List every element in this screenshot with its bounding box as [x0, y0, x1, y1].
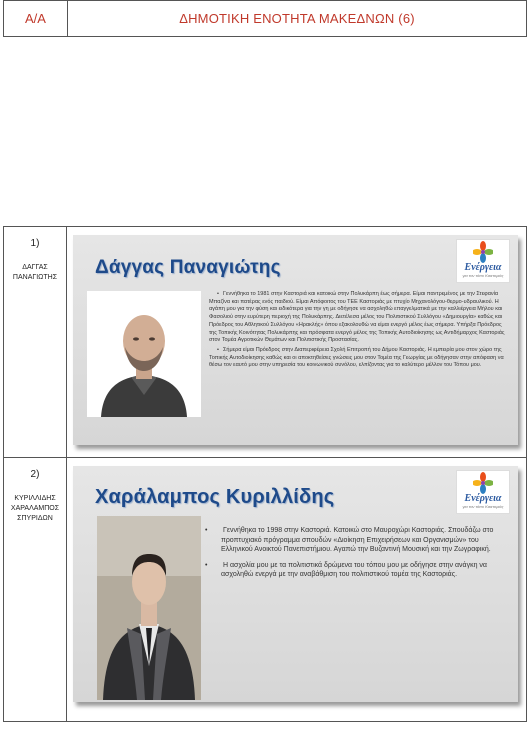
bio-paragraph: • Σήμερα είμαι Πρόεδρος στην Διαπεριφέρεια Σχολή Επιτροπή του Δήμου Καστοριάς. Η εμπειρία μου στον χώρο της Τοπικής Αυτοδιοίκησης καθώς και οι αποκτηθείσες γνώσεις μου στον Τομέα της Γεωργίας με οδήγησαν στην απόφαση να θέσω τον εαυτό μου στην υπηρεσία του κοινωνικού συνόλου, ελπίζοντας για το καλύτερο μέλλον του Τόπου μου.	[209, 346, 504, 369]
candidate-bio	[209, 291, 507, 372]
candidate-card-cell	[67, 227, 526, 457]
energeia-logo	[456, 470, 510, 514]
logo-text: Ενέργεια	[464, 262, 502, 273]
logo-slogan: για τον τόπο Καστοριάς	[462, 504, 504, 509]
candidate-bio	[205, 526, 503, 586]
candidate-card-cell	[67, 458, 526, 721]
candidate-photo	[97, 516, 201, 700]
candidates-table	[3, 226, 527, 722]
flower-icon	[473, 241, 493, 263]
table-row	[4, 227, 526, 458]
candidate-surname: ΚΥΡΙΛΛΙΔΗΣ	[14, 495, 56, 502]
flower-icon	[473, 472, 493, 494]
candidate-card-name: Χαράλαμπος Κυριλλίδης	[95, 486, 335, 508]
candidate-fathername: ΣΠΥΡΙΔΩΝ	[17, 515, 53, 522]
candidate-number: 1)	[30, 238, 40, 249]
header-title: ΔΗΜΟΤΙΚΗ ΕΝΟΤΗΤΑ ΜΑΚΕΔΝΩΝ (6)	[179, 11, 415, 26]
header-number-column: Α/Α	[4, 1, 68, 36]
logo-text: Ενέργεια	[464, 493, 502, 504]
bio-paragraph: • Η ασχολία μου με τα πολιτιστικά δρώμενα του τόπου μου με οδήγησε στην ανάγκη να ασχοληθώ ενεργά με την αναβάθμιση του πολιτιστικού τομέα της Καστοριάς.	[205, 561, 487, 579]
bullet-icon: •	[205, 527, 208, 534]
bullet-icon: •	[205, 561, 208, 569]
table-row	[4, 458, 526, 721]
bio-paragraph: • Γεννήθηκα το 1998 στην Καστοριά. Κατοικώ στο Μαυροχώρι Καστοριάς. Σπουδάζω στο προπτυχιακό πρόγραμμα σπουδών «Διοίκηση Επιχειρήσεων και Οργανισμών» του Ελληνικού Ανοικτού Πανεπιστήμιου. Αγαπώ την Βυζαντινή Μουσική και την Ζωγραφική.	[205, 527, 494, 554]
candidate-number: 2)	[30, 469, 40, 480]
header-table	[3, 0, 527, 37]
candidate-card-name: Δάγγας Παναγιώτης	[95, 257, 281, 278]
bio-paragraph: • Γεννήθηκα το 1981 στην Καστοριά και κατοικώ στην Πολυκάρπη έως σήμερα. Είμαι παντρεμένος με την Στεφανία Μπαζίνα και πατέρας ενός παιδιού. Είμαι Απόφοιτος του ΤΕΕ Καστοριάς με πτυχίο Μηχανολόγου-θερμο-υδραυλικού. Η αγάπη μου για την φύση και ειδικότερα για την γη με οδήγησε να ασχοληθώ επαγγελματικά με την καλλιέργεια Μήλου και Φασολιού στην ευρύτερη περιοχή της Πολυκάρπης. Διετέλεσα μέλος του Πολιτιστικού Συλλόγου «Δημιουργία» καθώς και Πρόεδρος του Αθλητικού Συλλόγου «Ηρακλής» όπου εξακολουθώ να είμαι ενεργό μέλος έως σήμερα. Υπήρξα Πρόεδρος της Τοπικής Κοινότητας Πολυκάρπης και πρόσφατα ενεργό μέλος της Τοπικής Αυτοδιοίκησης ως Αντιδήμαρχος Καστοριάς στον Τομέα Αγροτικών Θεμάτων και Πολιτιστικής Προστασίας.	[209, 291, 505, 344]
portrait-image	[97, 516, 201, 700]
candidate-card	[73, 466, 518, 702]
bullet-icon: •	[217, 346, 219, 353]
candidate-photo	[87, 291, 201, 417]
candidate-firstname: ΧΑΡΑΛΑΜΠΟΣ	[10, 505, 60, 512]
candidate-label-cell	[4, 227, 67, 457]
bullet-icon: •	[217, 291, 219, 297]
logo-slogan: για τον τόπο Καστοριάς	[462, 273, 504, 278]
candidate-card	[73, 235, 518, 445]
portrait-image	[87, 291, 201, 417]
candidate-firstname: ΠΑΝΑΓΙΩΤΗΣ	[12, 274, 58, 281]
candidate-label-cell	[4, 458, 67, 721]
candidate-surname: ΔΑΓΓΑΣ	[22, 264, 48, 271]
energeia-logo	[456, 239, 510, 283]
